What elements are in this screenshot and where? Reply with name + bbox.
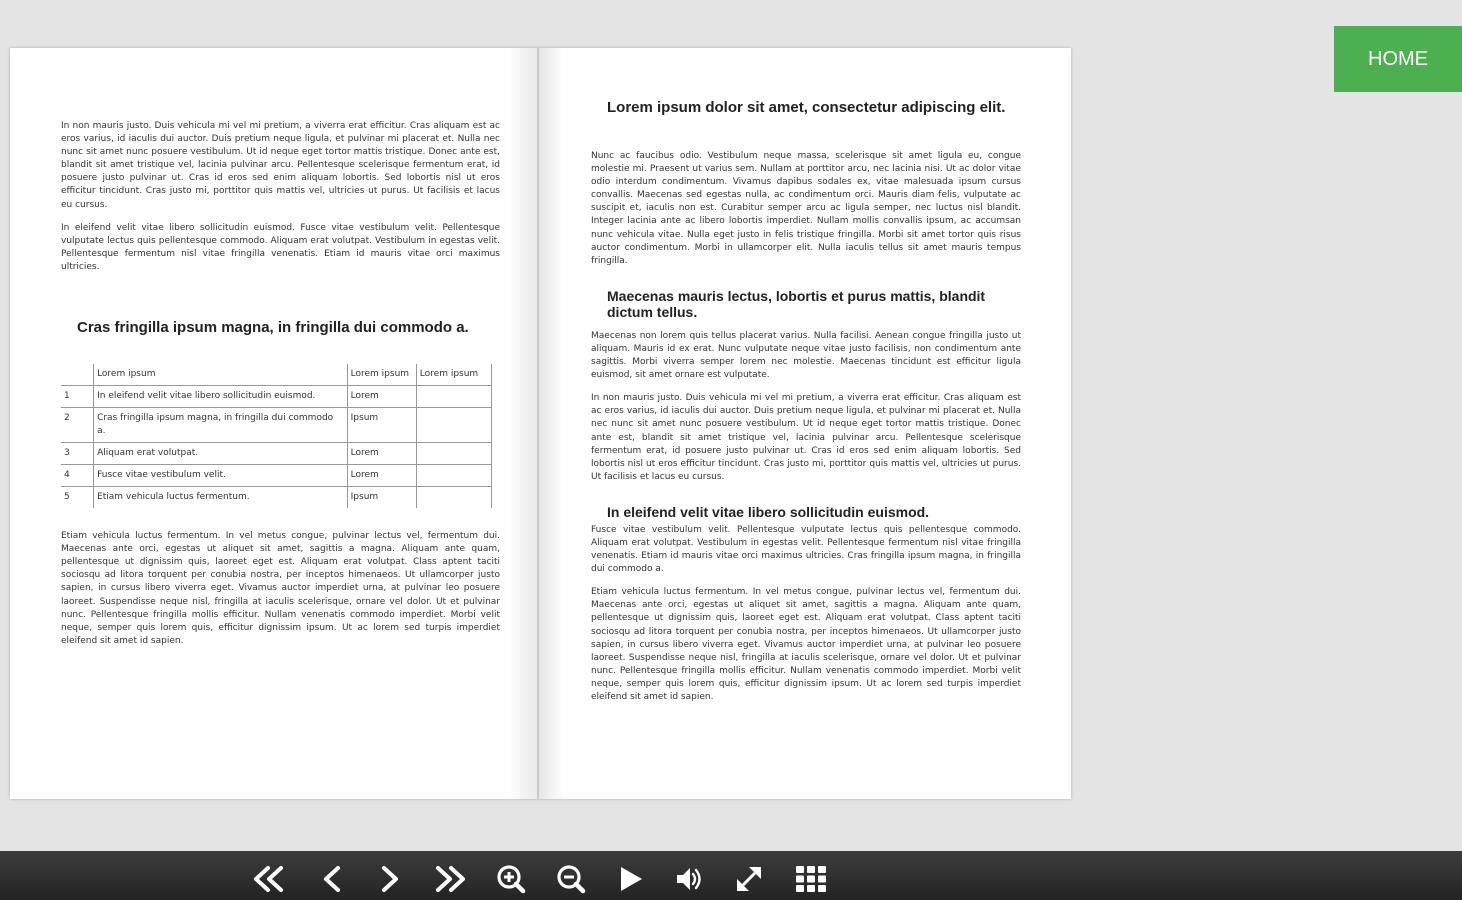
- table-cell: In eleifend velit vitae libero sollicitudin euismod.: [94, 386, 348, 408]
- right-page[interactable]: [539, 48, 1071, 799]
- home-button[interactable]: HOME: [1334, 26, 1462, 92]
- flipbook: [10, 48, 1071, 799]
- table-header-cell: Lorem ipsum: [347, 364, 416, 386]
- left-page[interactable]: [10, 48, 539, 799]
- play-icon: [615, 864, 645, 894]
- next-page-icon: [372, 864, 408, 894]
- table-cell: [416, 465, 491, 487]
- previous-page-button[interactable]: [314, 861, 350, 897]
- right-paragraph-2: Maecenas non lorem quis tellus placerat varius. Nulla facilisi. Aenean congue fringilla justo ut aliquam. Mauris id ex erat. Nunc vulputate neque vitae justo facilisis, non condimentum ante sagittis. Morbi viverra semper lorem nec molestie. Maecenas tincidunt est efficitur ligula euismod, sit amet ornare est vulputate.: [591, 330, 1021, 381]
- table-header-cell: [61, 364, 94, 386]
- grid-icon: [795, 865, 827, 893]
- table-cell: Ipsum: [347, 408, 416, 443]
- table-header-cell: Lorem ipsum: [94, 364, 348, 386]
- table-cell: [416, 487, 491, 509]
- last-page-button[interactable]: [432, 861, 468, 897]
- table-cell: Ipsum: [347, 487, 416, 509]
- table-cell: [416, 408, 491, 443]
- table-cell: Aliquam erat volutpat.: [94, 443, 348, 465]
- table-cell: Lorem: [347, 465, 416, 487]
- left-paragraph-1: In non mauris justo. Duis vehicula mi vel mi pretium, a viverra erat efficitur. Cras aliquam est ac eros varius, id iaculis dui auctor. Duis pretium neque ligula, et pulvinar mi placerat et. Nulla nec nunc sit amet nunc posuere vestibulum. Ut id neque eget tortor mattis tristique. Donec ante est, blandit sit amet tristique vel, lacinia pulvinar arcu. Pellentesque scelerisque fermentum erat, id posuere justo pulvinar ut. Cras id eros sed enim aliquam lobortis. Sed lobortis nisl ut eros efficitur tincidunt. Cras justo mi, porttitor quis mattis vel, ultricies ut purus. Ut facilisis et lacus eu cursus.: [61, 121, 500, 210]
- left-paragraph-2: In eleifend velit vitae libero sollicitudin euismod. Fusce vitae vestibulum velit. Pellentesque vulputate lectus quis pellentesque commodo. Aliquam erat volutpat. Vestibulum in egestas velit. Pellentesque fermentum nisl vitae fringilla venenatis. Etiam id mauris vitae orci maximus ultricies.: [61, 222, 500, 272]
- first-page-icon: [251, 864, 287, 894]
- table-cell: Lorem: [347, 386, 416, 408]
- table-cell: [416, 386, 491, 408]
- zoom-out-icon: [555, 863, 587, 895]
- fullscreen-button[interactable]: [731, 861, 767, 897]
- table-row: [61, 443, 492, 465]
- data-table: [61, 364, 492, 508]
- previous-page-icon: [314, 864, 350, 894]
- first-page-button[interactable]: [251, 861, 287, 897]
- table-row: [61, 408, 492, 443]
- table-row: [61, 386, 492, 408]
- table-cell: Cras fringilla ipsum magna, in fringilla dui commodo a.: [94, 408, 348, 443]
- table-cell: Lorem: [347, 443, 416, 465]
- table-cell: 3: [61, 443, 94, 465]
- left-paragraph-3: Etiam vehicula luctus fermentum. In vel metus congue, pulvinar lectus vel, fermentum dui. Maecenas ante orci, egestas ut aliquet sit amet, sagittis a magna. Aliquam ante quam, pellentesque ut dignissim quis, laoreet eget est. Aliquam erat volutpat. Class aptent taciti sociosqu ad litora torquent per conubia nostra, per inceptos himenaeos. Ut ullamcorper justo sapien, in cursus libero viverra eget. Vivamus auctor imperdiet urna, at pulvinar leo posuere laoreet. Suspendisse neque nisl, fringilla at iaculis scelerisque, ornare vel dolor. Ut et pulvinar nunc. Pellentesque fringilla mollis efficitur. Nullam venenatis commodo imperdiet. Morbi velit neque, semper quis lorem quis, efficitur dignissim ipsum. Ut ac lorem sed turpis imperdiet eleifend sit amet id sapien.: [61, 531, 500, 646]
- table-row: [61, 465, 492, 487]
- left-heading: Cras fringilla ipsum magna, in fringilla dui commodo a.: [77, 319, 469, 337]
- right-heading-3: In eleifend velit vitae libero sollicitudin euismod.: [607, 503, 930, 520]
- table-header-row: [61, 364, 492, 386]
- table-cell: Fusce vitae vestibulum velit.: [94, 465, 348, 487]
- table-cell: 5: [61, 487, 94, 509]
- play-button[interactable]: [612, 861, 648, 897]
- toolbar: [0, 851, 1462, 900]
- thumbnails-button[interactable]: [793, 861, 829, 897]
- table-cell: [416, 443, 491, 465]
- table-cell: 1: [61, 386, 94, 408]
- right-paragraph-5: Etiam vehicula luctus fermentum. In vel metus congue, pulvinar lectus vel, fermentum dui. Maecenas ante orci, egestas ut aliquet sit amet, sagittis a magna. Aliquam ante quam, pellentesque ut dignissim quis, laoreet eget est. Aliquam erat volutpat. Class aptent taciti sociosqu ad litora torquent per conubia nostra, per inceptos himenaeos. Ut ullamcorper justo sapien, in cursus libero viverra eget. Vivamus auctor imperdiet urna, at pulvinar leo posuere laoreet. Suspendisse neque nisl, fringilla at iaculis scelerisque, ornare vel dolor. Ut et pulvinar nunc. Pellentesque fringilla mollis efficitur. Nullam venenatis commodo imperdiet. Morbi velit neque, semper quis lorem quis, efficitur dignissim ipsum. Ut ac lorem sed turpis imperdiet eleifend sit amet id sapien.: [591, 587, 1021, 702]
- fullscreen-icon: [734, 864, 764, 894]
- last-page-icon: [432, 864, 468, 894]
- right-heading-1: Lorem ipsum dolor sit amet, consectetur adipiscing elit.: [607, 99, 1006, 116]
- right-paragraph-1: Nunc ac faucibus odio. Vestibulum neque massa, scelerisque sit amet ligula eu, congue molestie mi. Praesent ut varius sem. Nullam at porttitor arcu, nec lacinia nisi. Ut ac dolor vitae odio interdum condimentum. Vivamus dapibus sodales ex, vitae malesuada ipsum cursus convallis. Maecenas sed egestas nulla, ac condimentum orci. Mauris diam felis, vulputate ac suscipit et, iaculis non est. Curabitur semper arcu ac ligula semper, nec luctus nisl blandit. Integer lacinia ante ac libero lobortis imperdiet. Nullam mollis convallis ipsum, ac accumsan nunc vehicula vitae. Nulla eget justo in felis tristique fringilla. Morbi sit amet tortor quis risus auctor condimentum. Morbi in ullamcorper elit. Nulla iaculis tellus sit amet mauris tempus fringilla.: [591, 151, 1021, 266]
- table-cell: Etiam vehicula luctus fermentum.: [94, 487, 348, 509]
- table-cell: 2: [61, 408, 94, 443]
- zoom-in-button[interactable]: [493, 861, 529, 897]
- table-cell: 4: [61, 465, 94, 487]
- volume-icon: [674, 864, 706, 894]
- next-page-button[interactable]: [372, 861, 408, 897]
- volume-button[interactable]: [672, 861, 708, 897]
- zoom-in-icon: [495, 863, 527, 895]
- table-row: [61, 487, 492, 509]
- right-paragraph-3: In non mauris justo. Duis vehicula mi vel mi pretium, a viverra erat efficitur. Cras aliquam est ac eros varius, id iaculis dui auctor. Duis pretium neque ligula, et pulvinar mi placerat et. Nulla nec nunc sit amet nunc posuere vestibulum. Ut id neque eget tortor mattis tristique. Donec ante est, blandit sit amet tristique vel, lacinia pulvinar arcu. Pellentesque scelerisque fermentum erat, id posuere justo pulvinar ut. Cras id eros sed enim aliquam lobortis. Sed lobortis nisl ut eros efficitur tincidunt. Cras justo mi, porttitor quis mattis vel, ultricies ut purus. Ut facilisis et lacus eu cursus.: [591, 393, 1021, 482]
- zoom-out-button[interactable]: [553, 861, 589, 897]
- right-heading-2: Maecenas mauris lectus, lobortis et purus mattis, blandit dictum tellus.: [607, 287, 986, 320]
- right-paragraph-4: Fusce vitae vestibulum velit. Pellentesque vulputate lectus quis pellentesque commodo. Aliquam erat volutpat. Vestibulum in egestas velit. Pellentesque fermentum nisl vitae fringilla venenatis. Etiam id mauris vitae orci maximus ultricies. Cras fringilla ipsum magna, in fringilla dui commodo a.: [591, 524, 1021, 575]
- table-header-cell: Lorem ipsum: [416, 364, 491, 386]
